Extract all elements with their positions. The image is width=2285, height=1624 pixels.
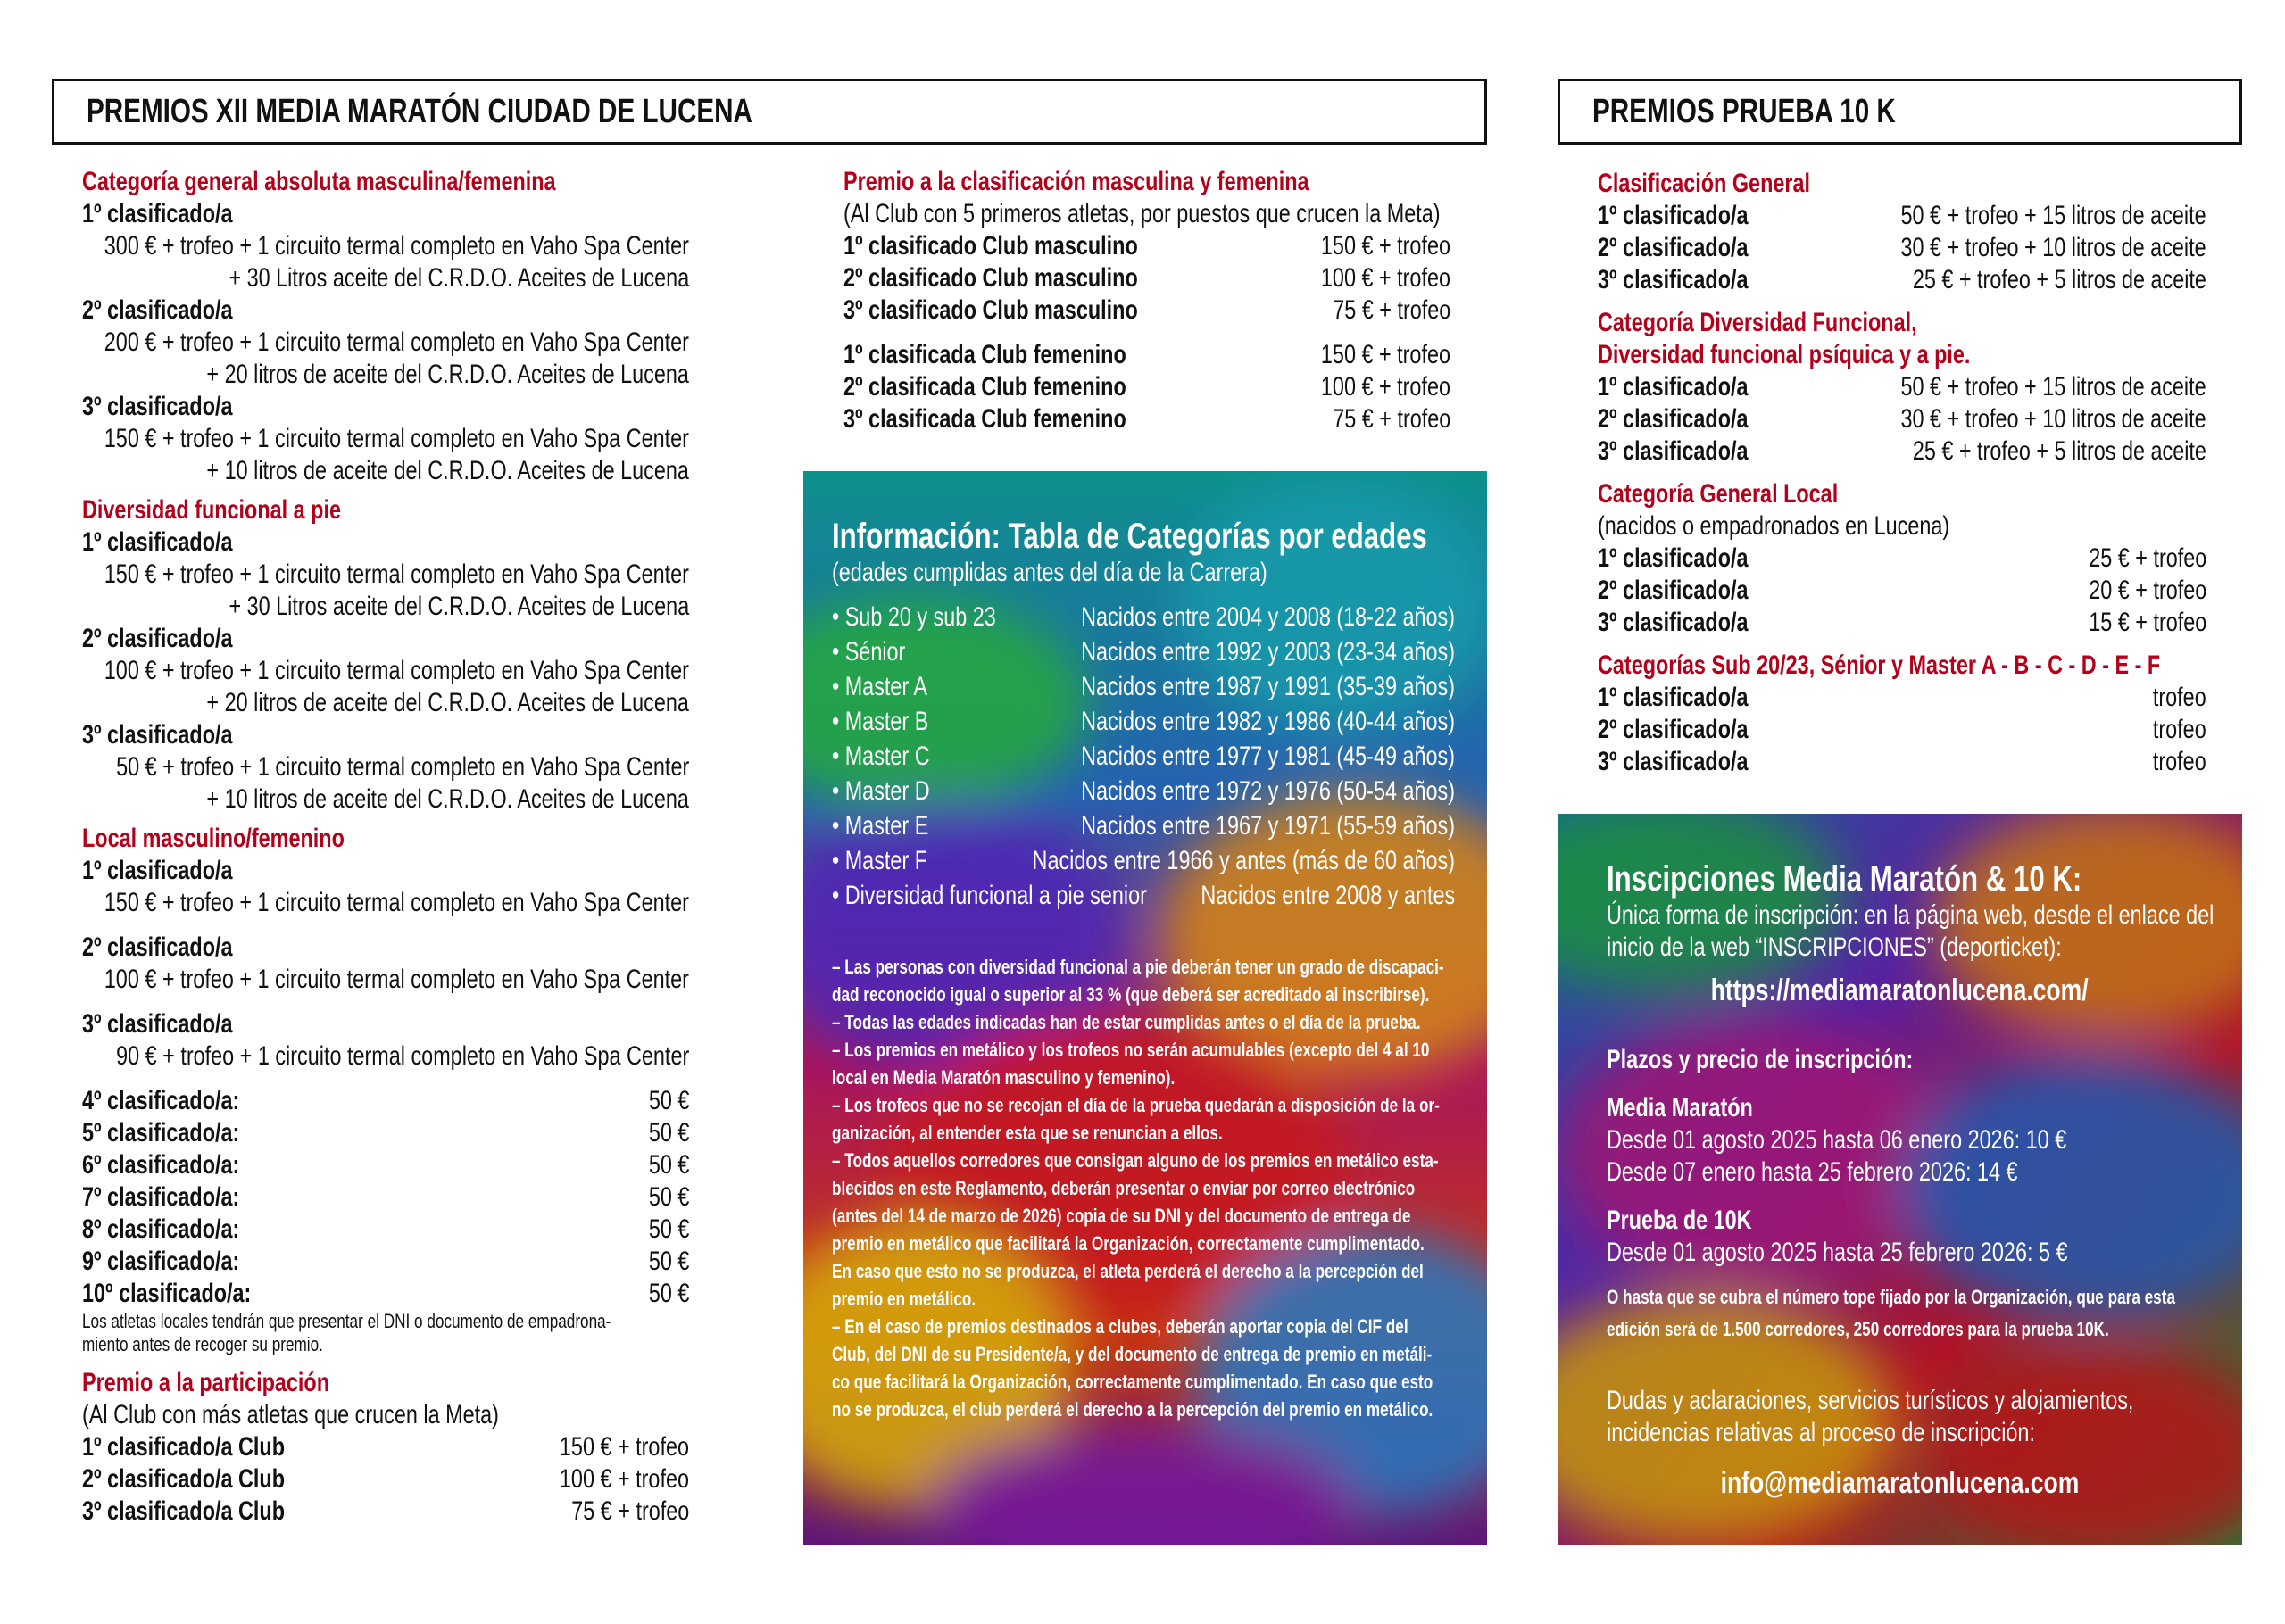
insc-plazos: Plazos y precio de inscripción: [1607, 1045, 1914, 1074]
general-3-prize-a: 150 € + trofeo + 1 circuito termal completo en Vaho Spa Center [104, 424, 689, 453]
general-1-label: 1º clasificado/a [82, 199, 233, 228]
club-class-sub: (Al Club con 5 primeros atletas, por puestos que crucen la Meta) [843, 199, 1441, 228]
local-3-prize: 90 € + trofeo + 1 circuito termal completo en Vaho Spa Center [115, 1041, 689, 1071]
right-header-title: PREMIOS PRUEBA 10 K [1592, 93, 1896, 130]
div-2-prize-a: 100 € + trofeo + 1 circuito termal completo en Vaho Spa Center [104, 656, 689, 685]
insc-10k-price: Desde 01 agosto 2025 hasta 25 febrero 2026: 5 € [1607, 1238, 2068, 1267]
10k-div-row: 2º clasificado/a 30 € + trofeo + 10 litros de aceite [1598, 404, 2206, 434]
insc-mm-price-1: Desde 01 agosto 2025 hasta 06 enero 2026: 10 € [1607, 1125, 2067, 1155]
right-header-box [1558, 79, 2242, 145]
general-2-label: 2º clasificado/a [82, 295, 233, 325]
age-row: • Master A Nacidos entre 1987 y 1991 (35-39 años) [832, 672, 1455, 701]
div-2-label: 2º clasificado/a [82, 624, 233, 653]
insc-mm-heading: Media Maratón [1607, 1093, 1753, 1123]
10k-local-heading: Categoría General Local [1598, 479, 1839, 509]
10k-sub-heading: Categorías Sub 20/23, Sénior y Master A - B - C - D - E - F [1598, 650, 2161, 680]
10k-local-row: 2º clasificado/a 20 € + trofeo [1598, 576, 2206, 605]
club-class-heading: Premio a la clasificación masculina y femenina [843, 167, 1309, 196]
insc-title: Inscipciones Media Maratón & 10 K: [1607, 859, 2082, 899]
cat-diversidad-heading: Diversidad funcional a pie [82, 495, 341, 525]
general-2-prize-b: + 20 litros de aceite del C.R.D.O. Aceites de Lucena [206, 360, 689, 389]
local-2-label: 2º clasificado/a [82, 932, 233, 962]
rank-row: 7º clasificado/a: 50 € [82, 1182, 689, 1212]
local-1-prize: 150 € + trofeo + 1 circuito termal completo en Vaho Spa Center [104, 888, 689, 917]
local-note-2: miento antes de recoger su premio. [82, 1333, 323, 1355]
insc-dudas-1: Dudas y aclaraciones, servicios turísticos y alojamientos, [1607, 1386, 2134, 1415]
club-row: 3º clasificado/a Club 75 € + trofeo [82, 1496, 689, 1526]
info-panel-content [803, 471, 1487, 1545]
age-row: • Master B Nacidos entre 1982 y 1986 (40-44 años) [832, 707, 1455, 736]
10k-div-heading-1: Categoría Diversidad Funcional, [1598, 308, 1917, 337]
rank-row: 4º clasificado/a: 50 € [82, 1086, 689, 1115]
inscripciones-content [1558, 814, 2242, 1545]
10k-general-heading: Clasificación General [1598, 169, 1811, 198]
rank-row: 5º clasificado/a: 50 € [82, 1118, 689, 1148]
10k-div-row: 1º clasificado/a 50 € + trofeo + 15 litros de aceite [1598, 372, 2206, 402]
10k-local-row: 1º clasificado/a 25 € + trofeo [1598, 543, 2206, 573]
insc-dudas-2: incidencias relativas al proceso de inscripción: [1607, 1418, 2035, 1447]
club-row: 1º clasificado/a Club 150 € + trofeo [82, 1432, 689, 1462]
insc-line2: inicio de la web “INSCRIPCIONES” (deporticket): [1607, 932, 2062, 962]
div-2-prize-b: + 20 litros de aceite del C.R.D.O. Aceites de Lucena [206, 688, 689, 717]
club-female-row: 3º clasificada Club femenino 75 € + trofeo [843, 404, 1450, 434]
10k-local-row: 3º clasificado/a 15 € + trofeo [1598, 608, 2206, 637]
general-3-prize-b: + 10 litros de aceite del C.R.D.O. Aceites de Lucena [206, 456, 689, 485]
club-female-row: 2º clasificada Club femenino 100 € + trofeo [843, 372, 1450, 402]
10k-general-row: 1º clasificado/a 50 € + trofeo + 15 litros de aceite [1598, 201, 2206, 230]
rank-row: 10º clasificado/a: 50 € [82, 1279, 689, 1308]
10k-sub-row: 3º clasificado/a trofeo [1598, 747, 2206, 776]
general-1-prize-a: 300 € + trofeo + 1 circuito termal completo en Vaho Spa Center [104, 231, 689, 261]
local-2-prize: 100 € + trofeo + 1 circuito termal completo en Vaho Spa Center [104, 965, 689, 994]
club-row: 2º clasificado/a Club 100 € + trofeo [82, 1464, 689, 1494]
left-header-box [52, 79, 1487, 145]
cat-participacion-heading: Premio a la participación [82, 1368, 329, 1397]
10k-general-row: 3º clasificado/a 25 € + trofeo + 5 litros de aceite [1598, 265, 2206, 294]
10k-local-sub: (nacidos o empadronados en Lucena) [1598, 511, 1950, 541]
club-male-row: 2º clasificado Club masculino 100 € + trofeo [843, 263, 1450, 293]
10k-div-heading-2: Diversidad funcional psíquica y a pie. [1598, 340, 1971, 369]
local-3-label: 3º clasificado/a [82, 1009, 233, 1039]
age-row: • Master C Nacidos entre 1977 y 1981 (45-49 años) [832, 742, 1455, 771]
participacion-sub: (Al Club con más atletas que crucen la Meta) [82, 1400, 499, 1429]
local-1-label: 1º clasificado/a [82, 856, 233, 885]
insc-tope-1: O hasta que se cubra el número tope fijado por la Organización, que para esta [1607, 1286, 2175, 1308]
ranks-list [82, 1085, 689, 1310]
insc-mm-price-2: Desde 07 enero hasta 25 febrero 2026: 14 € [1607, 1157, 2018, 1187]
div-3-prize-a: 50 € + trofeo + 1 circuito termal completo en Vaho Spa Center [115, 752, 689, 782]
info-notes: – Las personas con diversidad funcional a pie deberán tener un grado de discapaci- dad reconocido igual o superior al 33 % (que deberá ser acreditado al inscribirse). – Todas las edades indicadas han de estar cumplidas antes o el día de la prueba. – Los premios en metálico y los trofeos no serán acumulables (excepto del 4 al 10 local en Media Maratón masculino y femenino). – Los trofeos que no se recojan el día de la prueba quedarán a disposición de la or- ganización, al entender esta que se renuncian a ellos. – Todos aquellos corredores que consigan alguno de los premios en metálico esta- blecidos en este Reglamento, deberán presentar o enviar por correo electrónico (antes del 14 de marzo de 2026) copia de su DNI y del documento de entrega de premio en metálico que facilitará la Organización, correctamente cumplimentado. En caso que esto no se produzca, el atleta perderá el derecho a la percepción del premio en metálico. – En el caso de premios destinados a clubes, deberán aportar copia del CIF del Club, del DNI de su Presidente/a, y del documento de entrega de premio en metáli- co que facilitará la Organización, correctamente cumplimentado. En caso que esto no se produzca, el club perderá el derecho a la percepción del premio en metálico. [832, 956, 1444, 1421]
age-row: • Diversidad funcional a pie senior Nacidos entre 2008 y antes [832, 881, 1455, 910]
age-row: • Master D Nacidos entre 1972 y 1976 (50-54 años) [832, 776, 1455, 806]
insc-url-link[interactable]: https://mediamaratonlucena.com/ [1711, 974, 2089, 1007]
10k-general-row: 2º clasificado/a 30 € + trofeo + 10 litros de aceite [1598, 233, 2206, 262]
club-male-row: 3º clasificado Club masculino 75 € + trofeo [843, 295, 1450, 325]
age-row: • Sénior Nacidos entre 1992 y 2003 (23-34 años) [832, 637, 1455, 667]
general-2-prize-a: 200 € + trofeo + 1 circuito termal completo en Vaho Spa Center [104, 327, 689, 357]
10k-div-row: 3º clasificado/a 25 € + trofeo + 5 litros de aceite [1598, 436, 2206, 466]
insc-10k-heading: Prueba de 10K [1607, 1206, 1752, 1235]
10k-sub-row: 2º clasificado/a trofeo [1598, 715, 2206, 744]
div-3-prize-b: + 10 litros de aceite del C.R.D.O. Aceites de Lucena [206, 784, 689, 814]
age-row: • Sub 20 y sub 23 Nacidos entre 2004 y 2008 (18-22 años) [832, 602, 1455, 632]
cat-local-heading: Local masculino/femenino [82, 824, 345, 853]
info-title: Información: Tabla de Categorías por edades [832, 517, 1427, 556]
rank-row: 8º clasificado/a: 50 € [82, 1214, 689, 1244]
local-note-1: Los atletas locales tendrán que presentar el DNI o documento de empadrona- [82, 1310, 611, 1332]
rank-row: 6º clasificado/a: 50 € [82, 1150, 689, 1180]
cat-general-heading: Categoría general absoluta masculina/femenina [82, 167, 556, 196]
info-subtitle: (edades cumplidas antes del día de la Carrera) [832, 558, 1267, 587]
div-1-prize-b: + 30 Litros aceite del C.R.D.O. Aceites de Lucena [228, 592, 689, 621]
age-row: • Master F Nacidos entre 1966 y antes (más de 60 años) [832, 846, 1455, 875]
left-header-title: PREMIOS XII MEDIA MARATÓN CIUDAD DE LUCENA [87, 93, 752, 130]
inscripciones-panel [1558, 814, 2242, 1545]
div-1-label: 1º clasificado/a [82, 527, 233, 557]
info-panel [803, 471, 1487, 1545]
general-1-prize-b: + 30 Litros aceite del C.R.D.O. Aceites de Lucena [228, 263, 689, 293]
insc-line1: Única forma de inscripción: en la página web, desde el enlace del [1607, 900, 2214, 930]
age-row: • Master E Nacidos entre 1967 y 1971 (55-59 años) [832, 811, 1455, 841]
club-male-row: 1º clasificado Club masculino 150 € + trofeo [843, 231, 1450, 261]
insc-email-link[interactable]: info@mediamaratonlucena.com [1720, 1466, 2080, 1500]
div-3-label: 3º clasificado/a [82, 720, 233, 750]
div-1-prize-a: 150 € + trofeo + 1 circuito termal completo en Vaho Spa Center [104, 559, 689, 589]
club-female-row: 1º clasificada Club femenino 150 € + trofeo [843, 340, 1450, 369]
col1 [82, 166, 689, 1528]
rank-row: 9º clasificado/a: 50 € [82, 1247, 689, 1276]
insc-tope-2: edición será de 1.500 corredores, 250 corredores para la prueba 10K. [1607, 1318, 2109, 1340]
general-3-label: 3º clasificado/a [82, 392, 233, 421]
col2 [843, 166, 1450, 435]
col3 [1598, 168, 2206, 778]
10k-sub-row: 1º clasificado/a trofeo [1598, 683, 2206, 712]
